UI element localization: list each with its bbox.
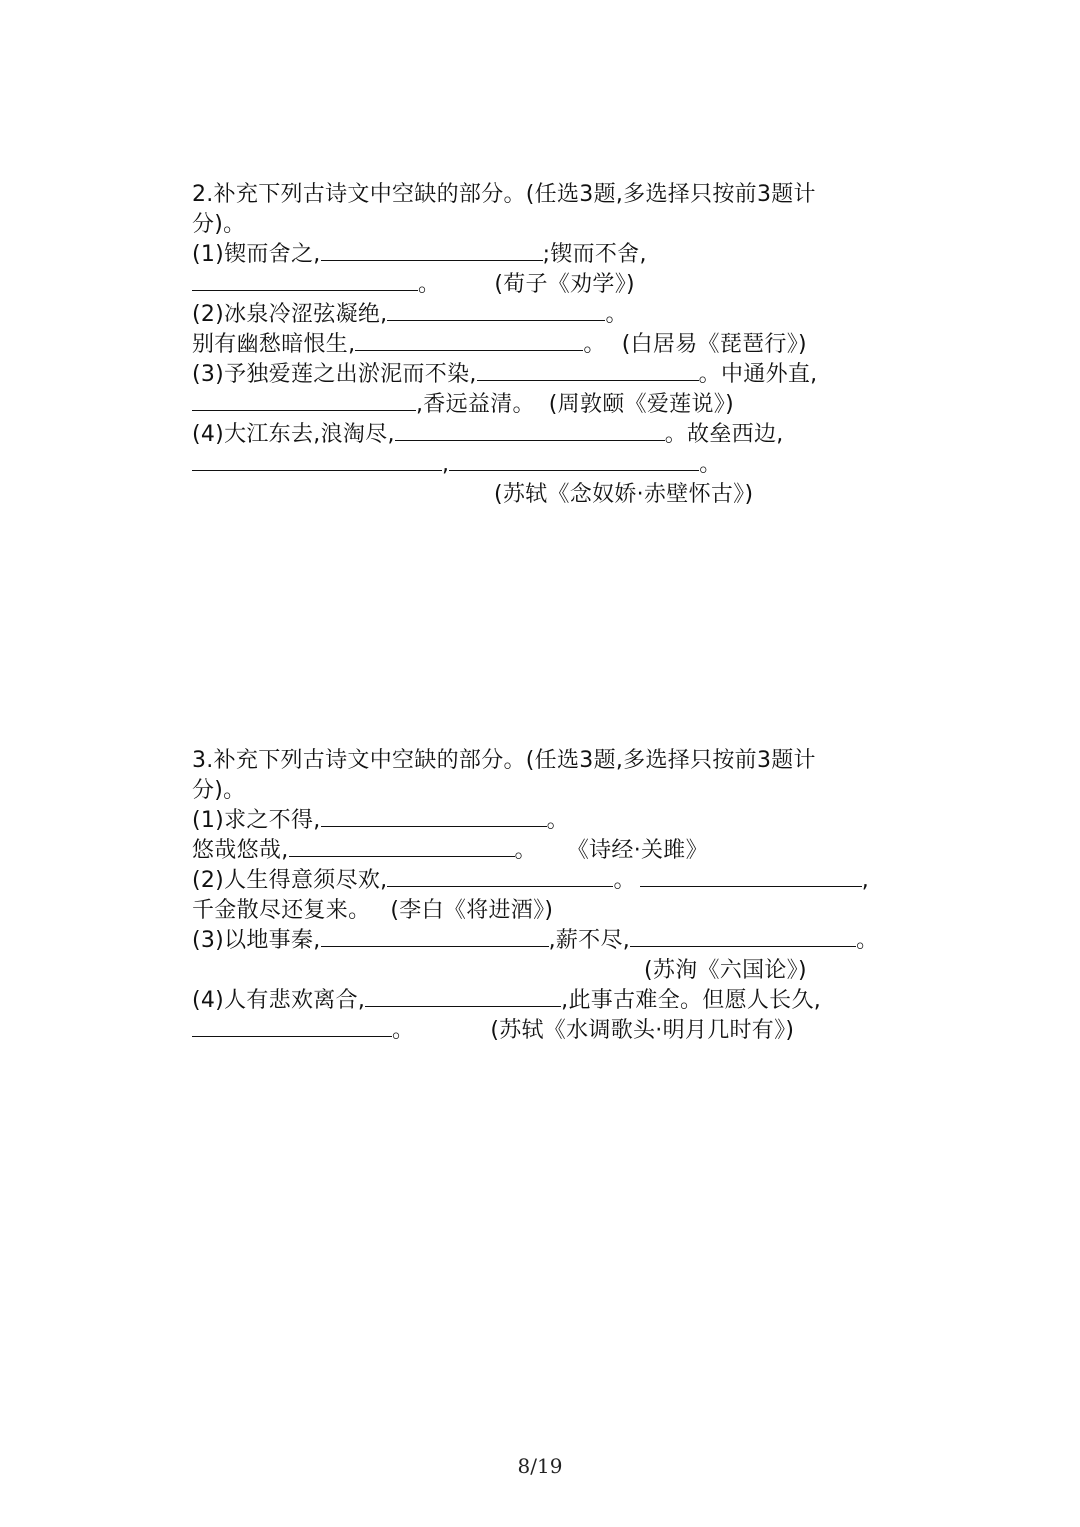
source-citation: (苏轼《水调歌头·明月几时有》): [490, 1018, 795, 1043]
answer-blank[interactable]: [321, 806, 547, 827]
item-4-cont: [192, 450, 892, 480]
text: 。: [514, 838, 537, 863]
answer-blank[interactable]: [192, 450, 442, 471]
text: (1)求之不得,: [192, 808, 321, 833]
title-line: 3.补充下列古诗文中空缺的部分。(任选3题,多选择只按前3题计: [192, 748, 816, 773]
source-citation: (周敦颐《爱莲说》): [548, 392, 734, 417]
text: (4)大江东去,浪淘尽,: [192, 422, 395, 447]
item-2-cont: [192, 330, 892, 360]
text: ,薪不尽,: [548, 928, 631, 953]
item-2: [192, 866, 892, 896]
answer-blank[interactable]: [192, 270, 418, 291]
text: 。: [856, 928, 879, 953]
item-1: [192, 240, 892, 270]
text: (2)冰泉冷涩弦凝绝,: [192, 302, 388, 327]
answer-blank[interactable]: [640, 866, 862, 887]
answer-blank[interactable]: [477, 360, 699, 381]
answer-blank[interactable]: [321, 926, 549, 947]
question-3: [192, 746, 892, 1046]
question-title-cont: [192, 776, 892, 806]
answer-blank[interactable]: [321, 240, 543, 261]
item-3: [192, 926, 892, 956]
item-1-cont: [192, 270, 892, 300]
answer-blank[interactable]: [630, 926, 856, 947]
text: 。: [392, 1018, 415, 1043]
question-2: [192, 180, 892, 510]
item-2-cont: [192, 896, 892, 926]
text: 。: [699, 452, 722, 477]
question-title: [192, 180, 892, 210]
text: ,香远益清。: [416, 392, 535, 417]
item-3: [192, 360, 892, 390]
text: 。故垒西边,: [664, 422, 784, 447]
text: 。: [546, 808, 569, 833]
answer-blank[interactable]: [449, 450, 699, 471]
text: ,: [442, 452, 450, 477]
item-4-cont: [192, 1016, 892, 1046]
source-citation: (李白《将进酒》): [390, 898, 554, 923]
source-citation: (荀子《劝学》): [494, 272, 635, 297]
answer-blank[interactable]: [355, 330, 583, 351]
question-title: [192, 746, 892, 776]
answer-blank[interactable]: [289, 836, 515, 857]
item-1-cont: [192, 836, 892, 866]
answer-blank[interactable]: [387, 300, 605, 321]
item-2: [192, 300, 892, 330]
answer-blank[interactable]: [365, 986, 561, 1007]
answer-blank[interactable]: [192, 1016, 392, 1037]
text: (2)人生得意须尽欢,: [192, 868, 388, 893]
text: ,此事古难全。但愿人长久,: [561, 988, 822, 1013]
title-line: 分)。: [192, 212, 246, 237]
source-citation: (白居易《琵琶行》): [621, 332, 807, 357]
item-1: [192, 806, 892, 836]
text: (1)锲而舍之,: [192, 242, 321, 267]
item-3-source: [192, 956, 892, 986]
text: 千金散尽还复来。: [192, 898, 371, 923]
title-line: 2.补充下列古诗文中空缺的部分。(任选3题,多选择只按前3题计: [192, 182, 816, 207]
text: ;锲而不舍,: [542, 242, 647, 267]
source-citation: (苏洵《六国论》): [644, 958, 807, 983]
item-3-cont: [192, 390, 892, 420]
text: 。: [583, 332, 606, 357]
item-4-source: [192, 480, 892, 510]
page-number: 8/19: [517, 1454, 563, 1478]
item-4: [192, 986, 892, 1016]
text: 。: [613, 868, 636, 893]
title-line: 分)。: [192, 778, 246, 803]
text: (4)人有悲欢离合,: [192, 988, 366, 1013]
answer-blank[interactable]: [387, 866, 613, 887]
source-citation: 《诗经·关雎》: [566, 838, 708, 863]
item-4: [192, 420, 892, 450]
text: 悠哉悠哉,: [192, 838, 289, 863]
question-title-cont: [192, 210, 892, 240]
text: 别有幽愁暗恨生,: [192, 332, 356, 357]
text: 。: [418, 272, 441, 297]
text: 。中通外直,: [698, 362, 818, 387]
source-citation: (苏轼《念奴娇·赤壁怀古》): [494, 482, 754, 507]
answer-blank[interactable]: [395, 420, 665, 441]
answer-blank[interactable]: [192, 390, 416, 411]
text: ,: [861, 868, 870, 893]
text: 。: [605, 302, 628, 327]
text: (3)以地事秦,: [192, 928, 321, 953]
text: (3)予独爱莲之出淤泥而不染,: [192, 362, 477, 387]
